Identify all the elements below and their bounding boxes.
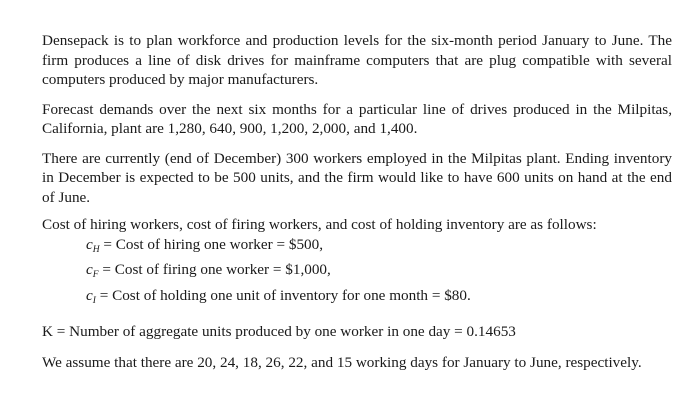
working-days-paragraph: We assume that there are 20, 24, 18, 26, 22, and 15 working days for January to June, respectively. bbox=[42, 353, 642, 371]
workers-paragraph: There are currently (end of December) 300 workers employed in the Milpitas plant. Ending inventory in December is expected to be 500 units, and the firm would like to have 600 units on hand at the end of June. bbox=[42, 149, 672, 206]
costs-intro-paragraph: Cost of hiring workers, cost of firing workers, and cost of holding inventory are as follows: bbox=[42, 216, 597, 233]
cost-list bbox=[42, 235, 672, 312]
intro-paragraph: Densepack is to plan workforce and production levels for the six-month period January to June. The firm produces a line of disk drives for mainframe computers that are plug compatible with several computers produced by major manufacturers. bbox=[42, 32, 672, 88]
cost-firing-line bbox=[86, 260, 672, 286]
cost-hiring-text: = Cost of hiring one worker = $500, bbox=[99, 235, 324, 253]
cost-hiring-line bbox=[86, 235, 672, 261]
problem-statement bbox=[42, 31, 672, 372]
cost-firing-text: = Cost of firing one worker = $1,000, bbox=[98, 261, 331, 278]
cost-holding-text: = Cost of holding one unit of inventory for one month = $80. bbox=[95, 286, 471, 304]
cost-holding-symbol: $c_I$ bbox=[86, 286, 96, 306]
cost-firing-symbol: $c_F$ bbox=[86, 261, 99, 280]
forecast-paragraph: Forecast demands over the next six months for a particular line of drives produced in the Milpitas, California, plant are 1,280, 640, 900, 1,200, 2,000, and 1,400. bbox=[42, 100, 672, 137]
cost-hiring-symbol: $c_H$ bbox=[86, 235, 100, 255]
cost-holding-line bbox=[86, 286, 672, 312]
k-definition-paragraph: K = Number of aggregate units produced by one worker in one day = 0.14653 bbox=[42, 323, 516, 340]
